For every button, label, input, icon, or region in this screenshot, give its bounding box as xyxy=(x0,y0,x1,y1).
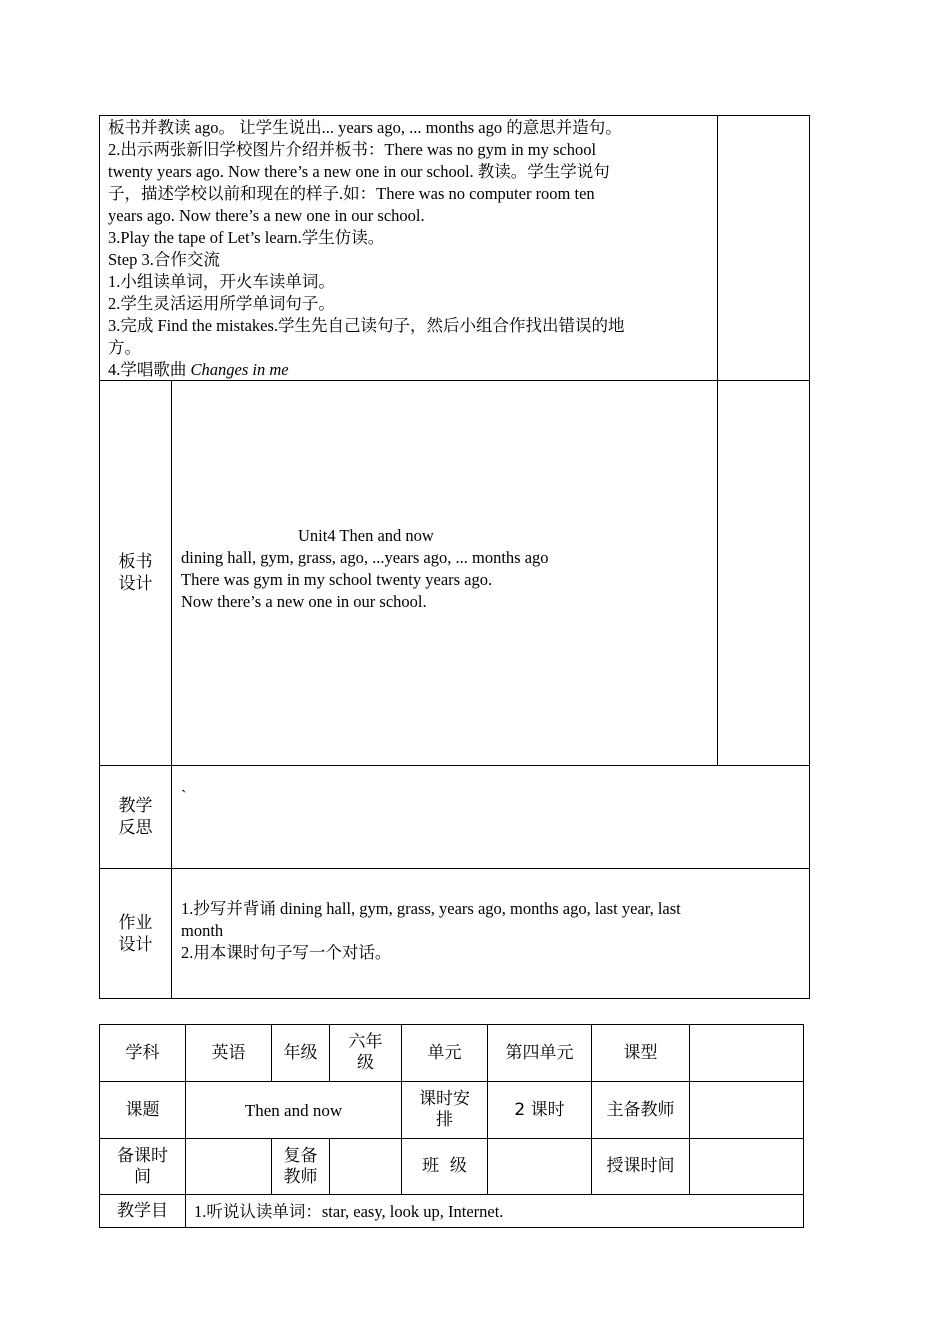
teach-time-label: 授课时间 xyxy=(606,1156,675,1176)
review-teacher-label-line: 复备 xyxy=(283,1145,318,1166)
reflection-label xyxy=(100,795,171,839)
process-line: 2.学生灵活运用所学单词句子。 xyxy=(108,294,335,313)
lead-teacher-value xyxy=(690,1082,803,1138)
prep-time-label-line: 备课时 xyxy=(117,1145,168,1166)
teaching-goal-label: 教学目 xyxy=(117,1200,168,1221)
board-design-label xyxy=(100,551,171,595)
process-line-song xyxy=(108,359,289,381)
teaching-goal-value: 1.听说认读单词：star, easy, look up, Internet. xyxy=(194,1202,504,1221)
table-border xyxy=(99,1194,804,1195)
process-line: 板书并教读 ago。 让学生说出... years ago, ... months ago 的意思并造句。 xyxy=(108,118,622,137)
process-line: 方。 xyxy=(108,338,141,357)
board-line: dining hall, gym, grass, ago, ...years ago, ... months ago xyxy=(181,548,549,567)
schedule-value: 2 课时 xyxy=(514,1099,565,1120)
board-line: Now there’s a new one in our school. xyxy=(181,592,427,611)
review-teacher-label-line: 教师 xyxy=(283,1166,318,1187)
class-label: 班 级 xyxy=(422,1156,467,1176)
homework-line: 1.抄写并背诵 dining hall, gym, grass, years ago, months ago, last year, last xyxy=(181,899,681,918)
schedule-label-line: 排 xyxy=(436,1110,453,1130)
board-line: There was gym in my school twenty years ago. xyxy=(181,570,493,589)
table-border xyxy=(717,115,718,766)
board-title: Unit4 Then and now xyxy=(298,526,434,545)
table-border xyxy=(809,115,810,999)
review-teacher-label xyxy=(272,1139,329,1194)
label-line: 作业 xyxy=(118,913,153,933)
table-border xyxy=(99,998,810,999)
subject-value: 英语 xyxy=(211,1042,246,1063)
grade-value xyxy=(330,1025,401,1081)
table-border xyxy=(99,765,810,766)
table-border xyxy=(171,380,172,999)
process-line: 1.小组读单词，开火车读单词。 xyxy=(108,272,335,291)
table-border xyxy=(99,115,810,116)
process-line: twenty years ago. Now there’s a new one in our school. 教读。学生学说句 xyxy=(108,162,610,181)
song-prefix: 4.学唱歌曲 xyxy=(108,360,191,379)
label-line: 设计 xyxy=(118,574,153,594)
review-teacher-value xyxy=(330,1139,401,1194)
grade-label: 年级 xyxy=(283,1042,318,1063)
process-line: 子，描述学校以前和现在的样子.如：There was no computer room ten xyxy=(108,184,595,203)
teach-time-value xyxy=(690,1139,803,1194)
label-line: 板书 xyxy=(118,552,153,572)
process-line: Step 3.合作交流 xyxy=(108,250,220,269)
process-line: 3.完成 Find the mistakes.学生先自己读句子，然后小组合作找出错误的地 xyxy=(108,316,625,335)
topic-value: Then and now xyxy=(244,1100,343,1120)
unit-label: 单元 xyxy=(427,1042,462,1063)
homework-line: month xyxy=(181,921,224,940)
song-title: Changes in me xyxy=(190,360,289,379)
table-border xyxy=(99,1227,804,1228)
schedule-label xyxy=(402,1082,487,1138)
label-line: 设计 xyxy=(118,935,153,955)
prep-time-value xyxy=(186,1139,271,1194)
table-border xyxy=(99,868,810,869)
class-value xyxy=(488,1139,591,1194)
subject-label: 学科 xyxy=(125,1042,160,1063)
label-line: 反思 xyxy=(118,818,153,838)
homework-line: 2.用本课时句子写一个对话。 xyxy=(181,943,392,962)
prep-time-label-line: 间 xyxy=(134,1166,151,1187)
lead-teacher-label: 主备教师 xyxy=(606,1099,675,1120)
prep-time-label xyxy=(100,1139,185,1194)
unit-value: 第四单元 xyxy=(505,1042,574,1063)
topic-label: 课题 xyxy=(125,1099,160,1120)
process-line: 3.Play the tape of Let’s learn.学生仿读。 xyxy=(108,228,385,247)
grade-value-line: 六年 xyxy=(348,1032,383,1052)
process-line: 2.出示两张新旧学校图片介绍并板书：There was no gym in my school xyxy=(108,140,597,159)
label-line: 教学 xyxy=(118,796,153,816)
lesson-type-value xyxy=(690,1025,803,1081)
homework-label xyxy=(100,912,171,956)
grade-value-line: 级 xyxy=(357,1053,374,1073)
process-line: years ago. Now there’s a new one in our school. xyxy=(108,206,425,225)
schedule-label-line: 课时安 xyxy=(419,1089,470,1109)
lesson-type-label: 课型 xyxy=(623,1042,658,1063)
reflection-text: ` xyxy=(181,787,187,806)
table-border xyxy=(803,1024,804,1228)
